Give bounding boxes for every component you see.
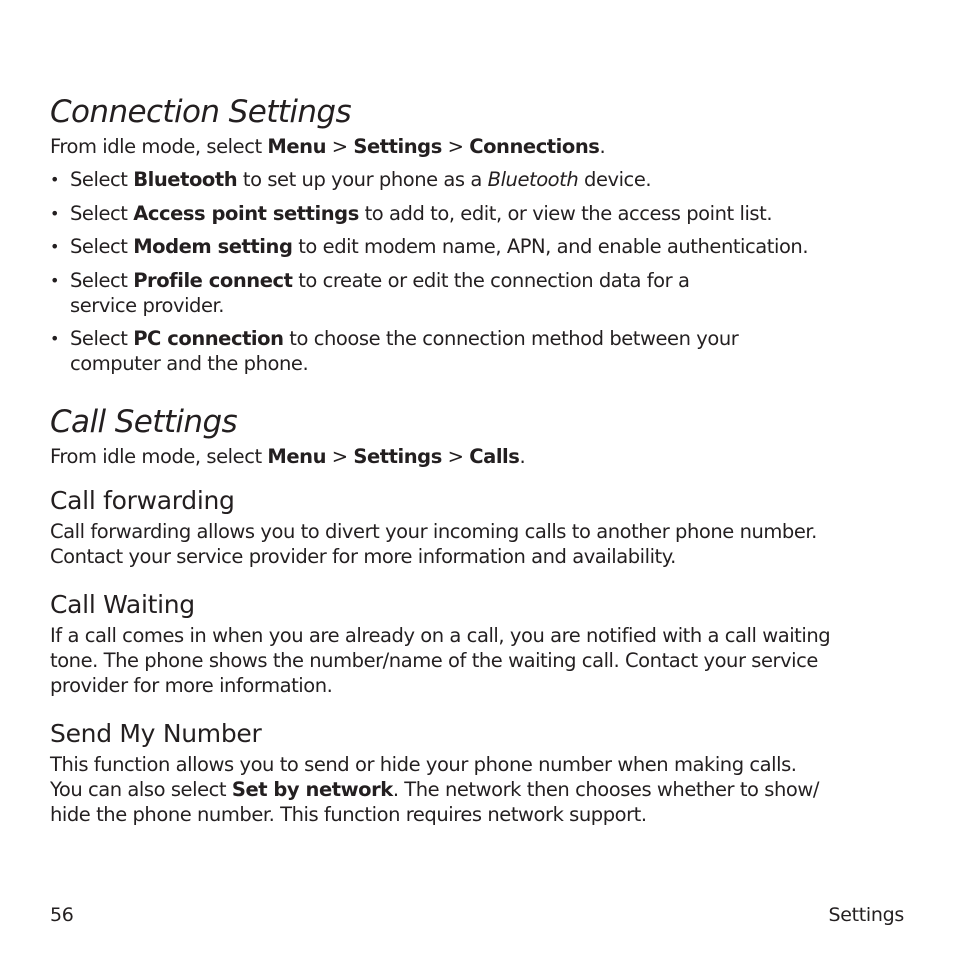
connection-settings-heading: Connection Settings (50, 94, 352, 130)
connection-settings-section (50, 92, 910, 376)
call-settings-section (50, 402, 910, 827)
send-my-number-body: This function allows you to send or hide your phone number when making calls. You can also select Set by network. The network then chooses whether to show/ hide the phone number. This function requires network support. (50, 753, 819, 826)
call-forwarding-subsection (50, 485, 910, 569)
call-forwarding-heading: Call forwarding (50, 486, 235, 515)
send-my-number-subsection (50, 718, 910, 827)
set-by-network-term: Set by network (231, 778, 393, 801)
list-item: • Select Access point settings to add to, edit, or view the access point list. (50, 201, 910, 226)
menu-term: Menu (267, 445, 327, 468)
call-waiting-subsection (50, 589, 910, 698)
settings-term: Settings (353, 135, 442, 158)
list-item: • Select Profile connect to create or edit the connection data for a service provider. (50, 268, 910, 318)
settings-term: Settings (353, 445, 442, 468)
call-settings-intro: From idle mode, select Menu > Settings > Calls. (50, 445, 526, 468)
connection-options-list (50, 167, 910, 376)
call-waiting-body: If a call comes in when you are already on a call, you are notified with a call waiting tone. The phone shows the number/name of the waiting call. Contact your service provider for more information. (50, 624, 831, 697)
menu-term: Menu (267, 135, 327, 158)
send-my-number-heading: Send My Number (50, 719, 262, 748)
list-item: • Select Bluetooth to set up your phone as a Bluetooth device. (50, 167, 910, 192)
connections-term: Connections (469, 135, 600, 158)
page-content (50, 92, 910, 827)
list-item: • Select PC connection to choose the connection method between your computer and the phone. (50, 326, 910, 376)
call-waiting-heading: Call Waiting (50, 590, 195, 619)
footer-section-name: Settings (828, 904, 904, 926)
call-forwarding-body: Call forwarding allows you to divert your incoming calls to another phone number. Contact your service provider for more information and availability. (50, 520, 817, 568)
page-number: 56 (50, 904, 74, 926)
calls-term: Calls (469, 445, 520, 468)
call-settings-heading: Call Settings (50, 404, 238, 440)
connection-settings-intro: From idle mode, select Menu > Settings > Connections. (50, 135, 606, 158)
list-item: • Select Modem setting to edit modem name, APN, and enable authentication. (50, 234, 910, 259)
